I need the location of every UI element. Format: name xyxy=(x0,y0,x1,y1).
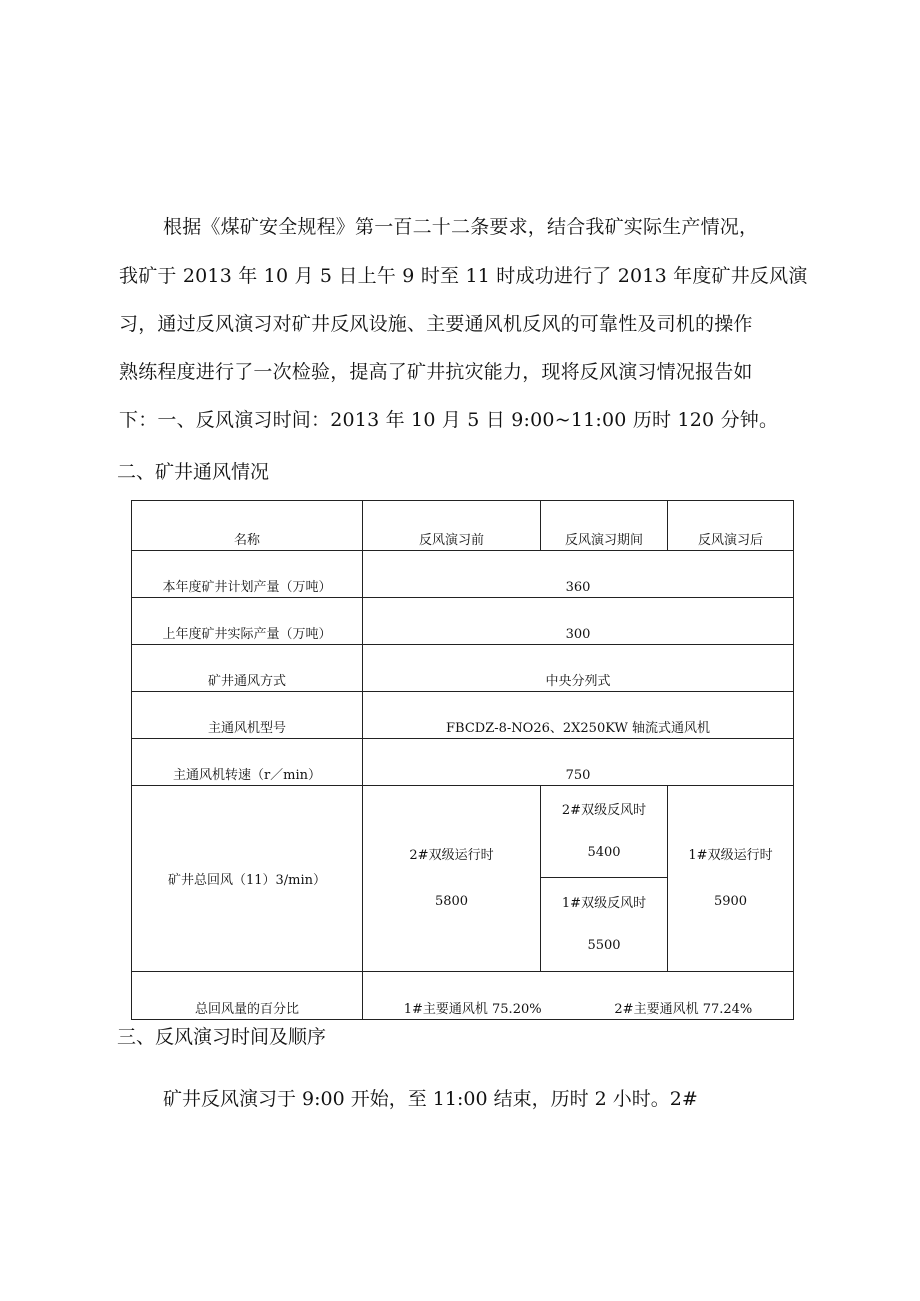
header-after: 反风演习后 xyxy=(668,501,794,551)
table-row-airflow xyxy=(132,786,794,878)
row-actual-output-label: 上年度矿井实际产量（万吨） xyxy=(132,598,363,645)
table-header-row xyxy=(132,501,794,551)
airflow-after: 1#双级运行时 5900 xyxy=(668,786,794,972)
airflow-before: 2#双级运行时 5800 xyxy=(363,786,541,972)
header-before: 反风演习前 xyxy=(363,501,541,551)
row-ventilation-mode-value: 中央分列式 xyxy=(363,645,794,692)
intro-line-1: 根据《煤矿安全规程》第一百二十二条要求，结合我矿实际生产情况， xyxy=(163,216,759,238)
row-fan-model-value: FBCDZ-8-NO26、2X250KW 轴流式通风机 xyxy=(363,692,794,739)
intro-line-5: 下：一、反风演习时间：2013 年 10 月 5 日 9:00~11:00 历时 120 分钟。 xyxy=(119,409,779,431)
table-row xyxy=(132,692,794,739)
table-row-percent xyxy=(132,972,794,1020)
percent-fan1: 1#主要通风机 75.20% xyxy=(403,1002,542,1017)
section3-title: 三、反风演习时间及顺序 xyxy=(117,1026,327,1048)
row-fan-speed-label: 主通风机转速（r／min） xyxy=(132,739,363,786)
section3-text: 矿井反风演习于 9:00 开始，至 11:00 结束，历时 2 小时。2# xyxy=(163,1088,698,1110)
intro-line-4: 熟练程度进行了一次检验，提高了矿井抗灾能力，现将反风演习情况报告如 xyxy=(119,361,753,383)
table-row xyxy=(132,645,794,692)
row-fan-model-label: 主通风机型号 xyxy=(132,692,363,739)
intro-line-3: 习，通过反风演习对矿井反风设施、主要通风机反风的可靠性及司机的操作 xyxy=(119,313,753,335)
percent-values xyxy=(363,972,794,1020)
intro-line-2: 我矿于 2013 年 10 月 5 日上午 9 时至 11 时成功进行了 2013 年度矿井反风演 xyxy=(119,265,808,287)
row-planned-output-value: 360 xyxy=(363,551,794,598)
table-row xyxy=(132,598,794,645)
percent-label: 总回风量的百分比 xyxy=(132,972,363,1020)
header-name: 名称 xyxy=(132,501,363,551)
row-ventilation-mode-label: 矿井通风方式 xyxy=(132,645,363,692)
table-row xyxy=(132,551,794,598)
row-actual-output-value: 300 xyxy=(363,598,794,645)
airflow-during-bottom: 1#双级反风时 5500 xyxy=(541,878,668,972)
airflow-during-top: 2#双级反风时 5400 xyxy=(541,786,668,878)
airflow-label: 矿井总回风（11）3/min） xyxy=(132,786,363,972)
ventilation-table xyxy=(131,500,794,1020)
percent-fan2: 2#主要通风机 77.24% xyxy=(614,1002,753,1017)
row-planned-output-label: 本年度矿井计划产量（万吨） xyxy=(132,551,363,598)
table-row xyxy=(132,739,794,786)
header-during: 反风演习期间 xyxy=(541,501,668,551)
section2-title: 二、矿井通风情况 xyxy=(117,461,270,483)
row-fan-speed-value: 750 xyxy=(363,739,794,786)
